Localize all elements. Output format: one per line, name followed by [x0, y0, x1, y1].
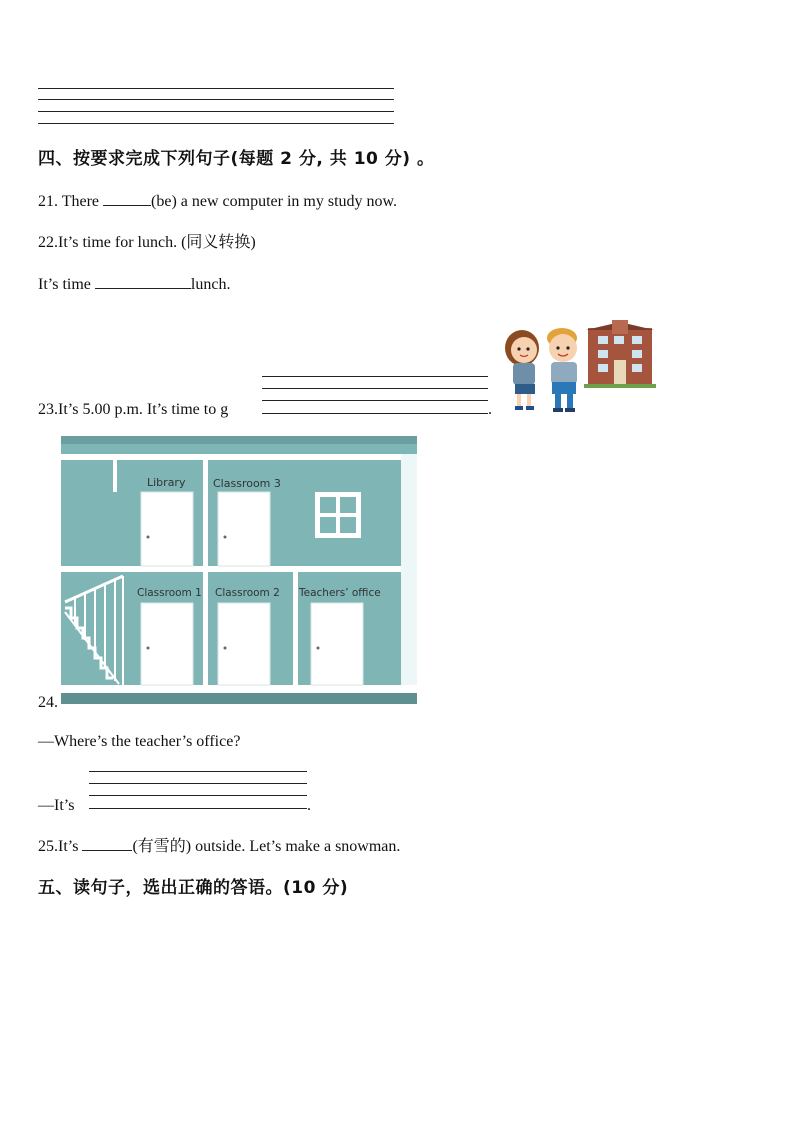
label-teachers-office: Teachers’ office [299, 587, 381, 599]
q25-text-before: 25.It’s [38, 838, 83, 855]
question-21 [38, 191, 397, 212]
q25-blank[interactable] [82, 836, 132, 851]
q21-blank[interactable] [103, 191, 151, 206]
question-24-number: 24. [38, 694, 58, 711]
label-classroom-1: Classroom 1 [137, 587, 202, 599]
label-classroom-2: Classroom 2 [215, 587, 280, 599]
question-22-answer [38, 274, 230, 295]
section-5-title: 五、读句子，选出正确的答语。(10 分) [38, 878, 349, 898]
school-floor-plan-image [61, 436, 417, 704]
question-23: 23.It’s 5.00 p.m. It’s time to g [38, 401, 229, 418]
label-classroom-3: Classroom 3 [213, 477, 281, 490]
q21-text-after: (be) a new computer in my study now. [151, 193, 398, 210]
q22-text-after: lunch. [190, 276, 231, 293]
q25-text-after: (有雪的) outside. Let’s make a snowman. [132, 838, 401, 855]
q24-end: . [307, 797, 311, 814]
kids-school-illustration [500, 320, 656, 416]
q23-end: . [488, 401, 492, 418]
section-4-title: 四、按要求完成下列句子(每题 2 分, 共 10 分) 。 [38, 149, 435, 169]
question-24-answer: —It’s [38, 797, 75, 814]
q21-text-before: . There [54, 193, 104, 210]
q21-number: 21 [38, 193, 54, 210]
question-22: 22.It’s time for lunch. (同义转换) [38, 234, 256, 251]
q22-text-before: It’s time [38, 276, 95, 293]
question-24: —Where’s the teacher’s office? [38, 733, 241, 750]
question-25 [38, 836, 400, 857]
label-library: Library [147, 476, 186, 489]
q22-blank[interactable] [95, 274, 191, 289]
